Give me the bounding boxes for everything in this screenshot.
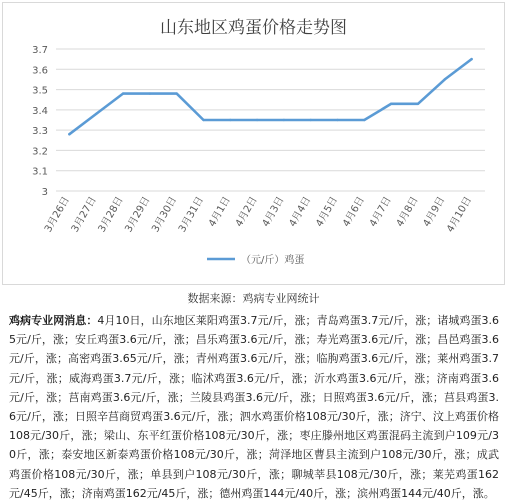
x-tick-label: 3月29日 [123, 195, 153, 235]
data-point [68, 133, 70, 135]
data-point [256, 119, 258, 121]
data-point [283, 119, 285, 121]
data-source-note: 数据来源：鸡病专业网统计 [187, 292, 320, 305]
x-tick-label: 4月2日 [233, 195, 260, 229]
legend-label: （元/斤）鸡蛋 [241, 255, 305, 266]
chart-title: 山东地区鸡蛋价格走势图 [160, 18, 347, 38]
series-line [69, 59, 471, 134]
x-tick-label: 4月4日 [287, 195, 314, 229]
x-tick-label: 4月10日 [445, 195, 475, 235]
data-point [149, 92, 151, 94]
x-tick-label: 3月27日 [69, 195, 99, 235]
x-tick-label: 4月8日 [394, 195, 421, 229]
news-article [9, 311, 499, 503]
data-point [336, 119, 338, 121]
x-tick-label: 4月6日 [341, 195, 367, 229]
data-point [417, 103, 419, 105]
data-point [229, 119, 231, 121]
y-tick-label: 3.1 [32, 166, 48, 178]
data-point [390, 103, 392, 105]
data-point [310, 119, 312, 121]
y-tick-label: 3.3 [32, 126, 48, 138]
y-tick-label: 3.5 [32, 85, 48, 97]
x-tick-label: 3月26日 [42, 195, 73, 235]
y-tick-label: 3.6 [32, 65, 48, 77]
x-tick-label: 4月1日 [206, 195, 233, 229]
data-point [175, 92, 177, 94]
data-point [95, 113, 97, 115]
x-tick-label: 4月3日 [260, 195, 287, 229]
data-point [122, 92, 124, 94]
article-lead: 鸡病专业网消息： [9, 314, 98, 327]
article-body: 4月10日，山东地区莱阳鸡蛋3.7元/斤，涨；青岛鸡蛋3.7元/斤，涨；诸城鸡蛋3.65元/斤，涨；安丘鸡蛋3.6元/斤，涨；昌乐鸡蛋3.6元/斤，涨；寿光鸡蛋3.6元/斤，涨；昌邑鸡蛋3.6元/斤，涨；高密鸡蛋3.65元/斤，涨；青州鸡蛋3.6元/斤，涨；临朐鸡蛋3.6元/斤，涨；莱州鸡蛋3.7元/斤，涨；威海鸡蛋3.7元/斤，涨；临沭鸡蛋3.6元/斤，涨；沂水鸡蛋3.6元/斤，涨；济南鸡蛋3.6元/斤，涨；莒南鸡蛋3.6元/斤，涨；兰陵县鸡蛋3.6元/斤，涨；日照鸡蛋3.6元/斤，涨；莒县鸡蛋3.6元/斤，涨；日照辛莒商贸鸡蛋3.6元/斤，涨；泗水鸡蛋价格108元/30斤，涨；济宁、汶上鸡蛋价格108元/30斤，涨；梁山、东平红蛋价格108元/30斤，涨；枣庄滕州地区鸡蛋混码主流到户109元/30斤，涨；泰安地区新泰鸡蛋价格108元/30斤，涨；菏泽地区曹县主流到户108元/30斤，涨；成武鸡蛋价格108元/30斤，涨；单县到户108元/30斤，涨；聊城莘县108元/30斤，涨；莱芜鸡蛋162元/45斤，涨；济南鸡蛋162元/45斤，涨；德州鸡蛋144元/40斤，涨；滨州鸡蛋144元/40斤，涨。 [9, 314, 500, 500]
x-tick-label: 4月7日 [367, 195, 394, 229]
x-tick-label: 4月9日 [421, 195, 448, 229]
x-tick-label: 3月28日 [96, 195, 126, 235]
y-tick-label: 3.4 [32, 105, 48, 117]
y-tick-label: 3 [41, 187, 48, 198]
data-point [444, 78, 446, 80]
x-tick-label: 4月5日 [314, 195, 341, 229]
price-line-chart [3, 3, 506, 286]
x-tick-label: 3月30日 [150, 195, 180, 235]
y-tick-label: 3.7 [32, 45, 48, 56]
x-tick-label: 3月31日 [176, 195, 207, 235]
y-tick-label: 3.2 [32, 146, 48, 158]
chart-container [2, 2, 505, 285]
data-point [363, 119, 365, 121]
data-point [470, 58, 472, 60]
data-point [202, 119, 204, 121]
